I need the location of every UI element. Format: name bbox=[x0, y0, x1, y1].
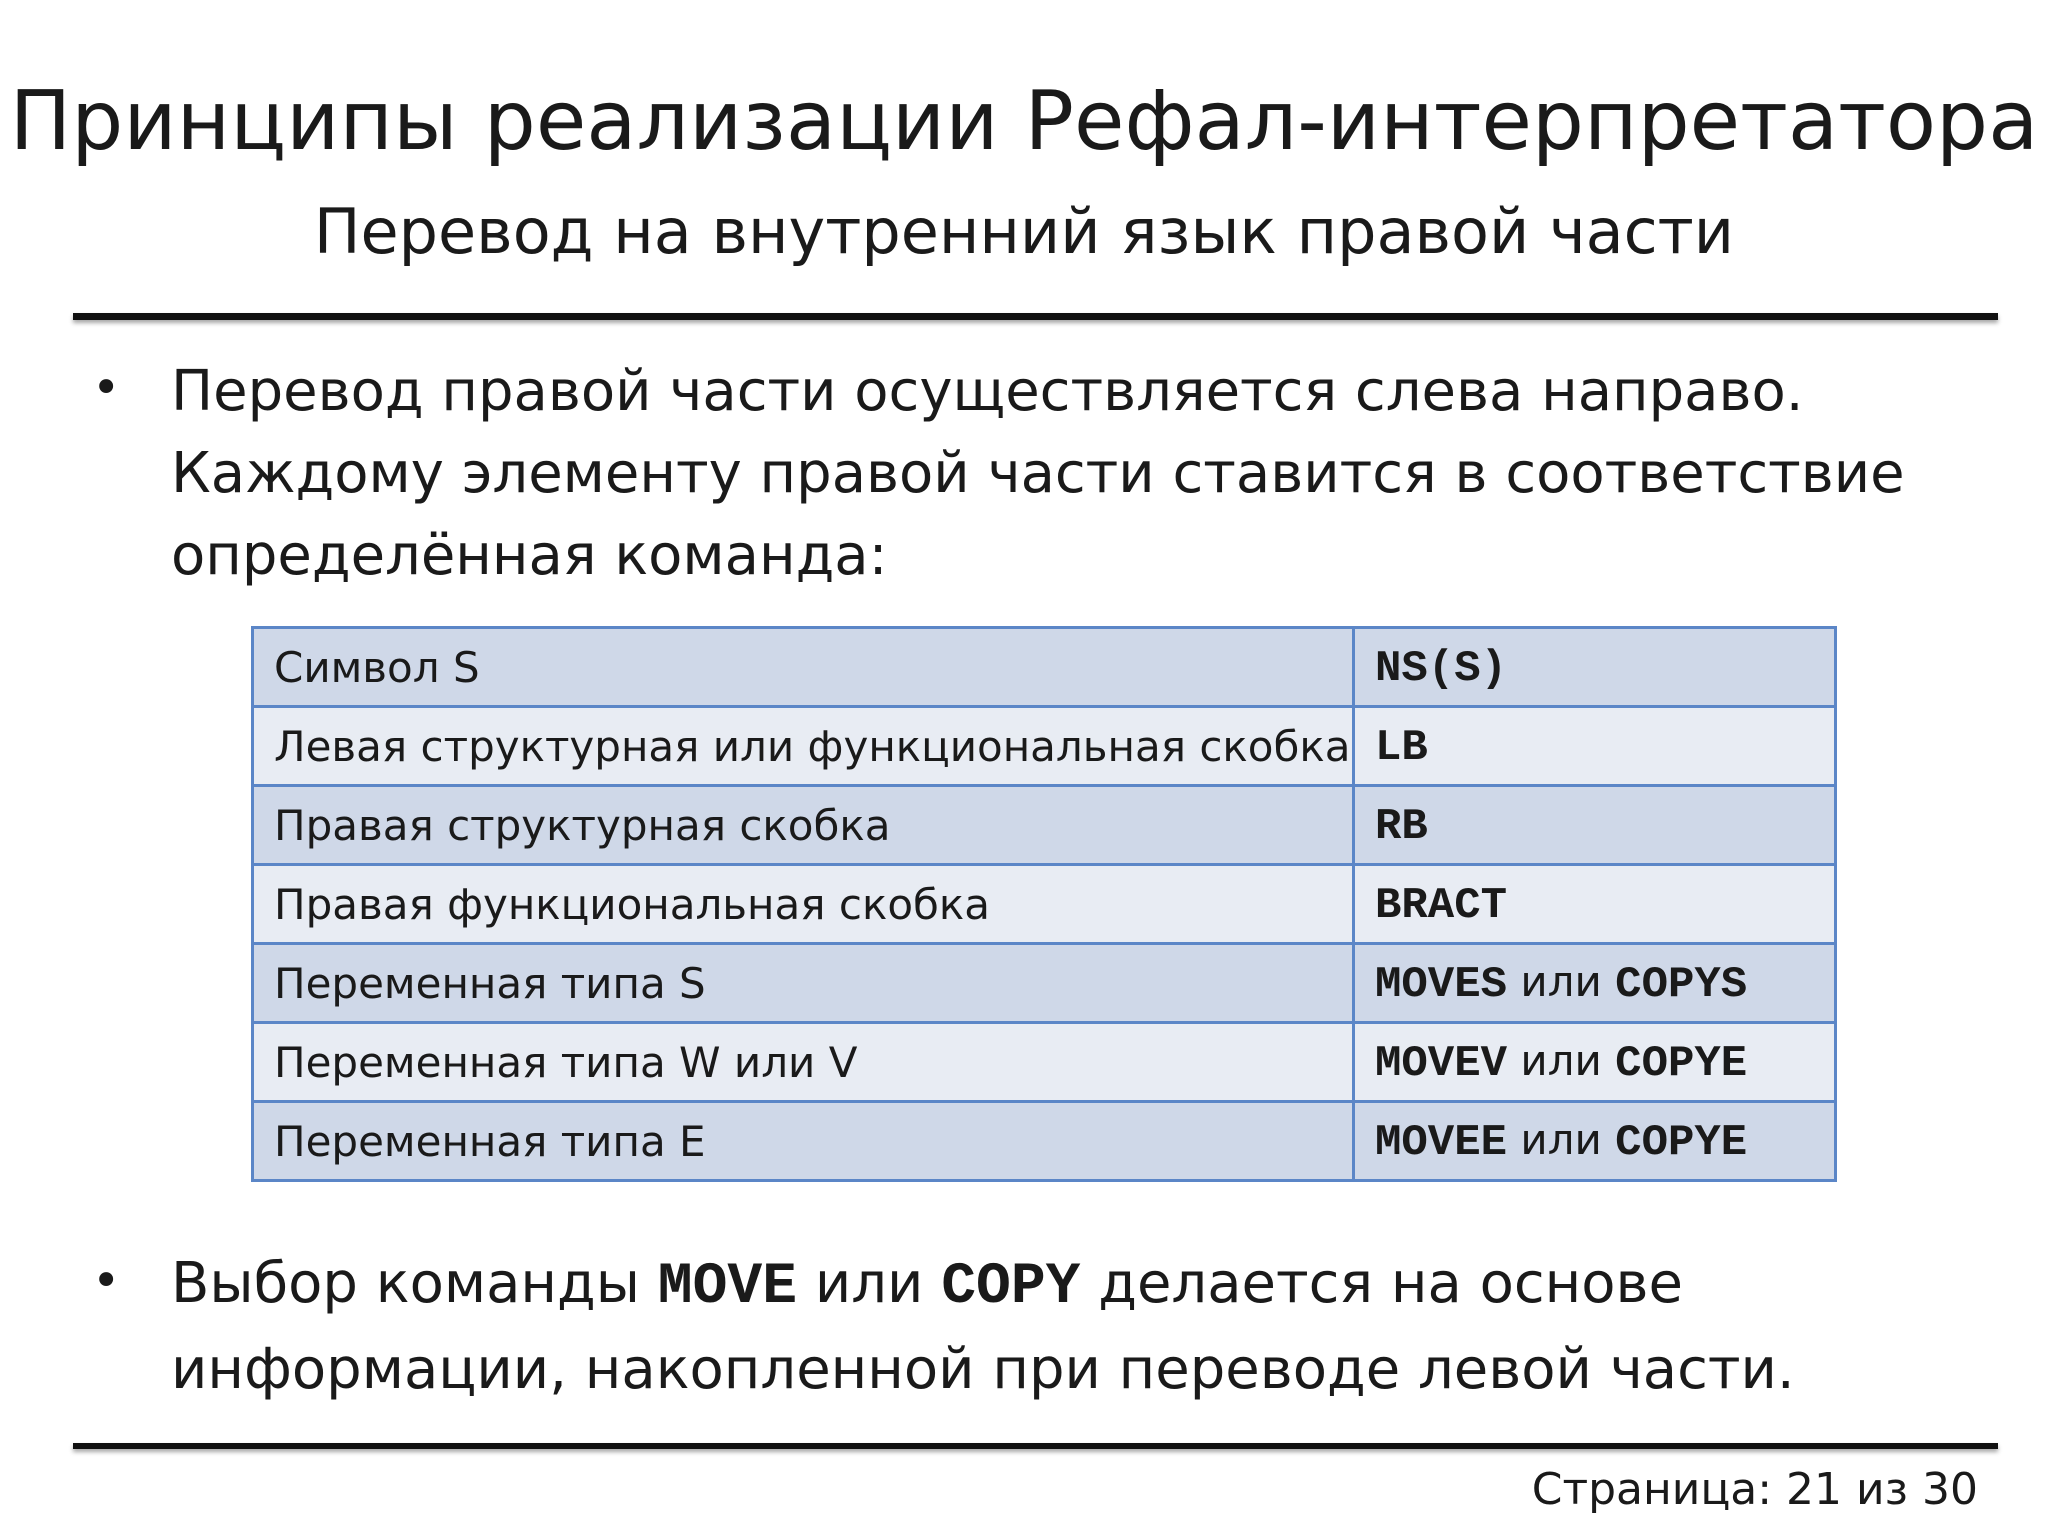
paragraph-2-post: делается на основе bbox=[1080, 1251, 1683, 1316]
command-name: MOVES bbox=[1375, 959, 1508, 1010]
command-separator: или bbox=[1507, 1035, 1616, 1085]
command-name-alt: COPYE bbox=[1615, 1038, 1748, 1089]
element-cell: Переменная типа E bbox=[253, 1102, 1354, 1181]
command-cell bbox=[1354, 1102, 1836, 1181]
command-separator: или bbox=[1507, 956, 1616, 1006]
paragraph-1-line-1: Перевод правой части осуществляется слева направо. bbox=[171, 359, 1804, 424]
element-cell: Правая структурная скобка bbox=[253, 786, 1354, 865]
bottom-divider bbox=[73, 1443, 1998, 1449]
slide-title: Принципы реализации Рефал-интерпретатора bbox=[9, 74, 2039, 169]
command-separator: или bbox=[1507, 1114, 1616, 1164]
element-cell: Переменная типа S bbox=[253, 944, 1354, 1023]
command-cell bbox=[1354, 1023, 1836, 1102]
command-name-alt: COPYE bbox=[1615, 1117, 1748, 1168]
paragraph-1 bbox=[171, 351, 1951, 597]
paragraph-2-mid: или bbox=[797, 1251, 942, 1316]
table-row bbox=[253, 707, 1836, 786]
command-cell bbox=[1354, 786, 1836, 865]
command-cell bbox=[1354, 628, 1836, 707]
paragraph-1-line-2: Каждому элементу правой части ставится в соответствие bbox=[171, 441, 1905, 506]
element-cell: Переменная типа W или V bbox=[253, 1023, 1354, 1102]
page-counter: Страница: 21 из 30 bbox=[1531, 1464, 1978, 1515]
paragraph-2 bbox=[171, 1243, 1951, 1411]
keyword-copy: COPY bbox=[941, 1255, 1081, 1320]
element-cell: Символ S bbox=[253, 628, 1354, 707]
table-row bbox=[253, 1023, 1836, 1102]
paragraph-2-pre: Выбор команды bbox=[171, 1251, 658, 1316]
command-name: MOVEV bbox=[1375, 1038, 1508, 1089]
command-name: MOVEE bbox=[1375, 1117, 1508, 1168]
command-name: BRACT bbox=[1375, 880, 1508, 931]
command-cell bbox=[1354, 707, 1836, 786]
command-name: LB bbox=[1375, 722, 1428, 773]
table-row bbox=[253, 944, 1836, 1023]
command-name: NS(S) bbox=[1375, 643, 1508, 694]
table-row bbox=[253, 865, 1836, 944]
paragraph-2-line-1 bbox=[171, 1243, 1951, 1329]
top-divider bbox=[73, 313, 1998, 320]
command-name: RB bbox=[1375, 801, 1428, 852]
table-row bbox=[253, 786, 1836, 865]
command-table bbox=[251, 626, 1837, 1182]
slide-subtitle: Перевод на внутренний язык правой части bbox=[313, 195, 1735, 268]
paragraph-1-line-3: определённая команда: bbox=[171, 523, 888, 588]
command-cell bbox=[1354, 944, 1836, 1023]
element-cell: Левая структурная или функциональная скобка bbox=[253, 707, 1354, 786]
keyword-move: MOVE bbox=[657, 1255, 798, 1320]
element-cell: Правая функциональная скобка bbox=[253, 865, 1354, 944]
command-name-alt: COPYS bbox=[1615, 959, 1748, 1010]
bullet-2: • bbox=[92, 1253, 121, 1309]
command-cell bbox=[1354, 865, 1836, 944]
bullet-1: • bbox=[92, 360, 121, 416]
table-row bbox=[253, 1102, 1836, 1181]
table-row bbox=[253, 628, 1836, 707]
paragraph-2-line-2: информации, накопленной при переводе левой части. bbox=[171, 1337, 1795, 1402]
